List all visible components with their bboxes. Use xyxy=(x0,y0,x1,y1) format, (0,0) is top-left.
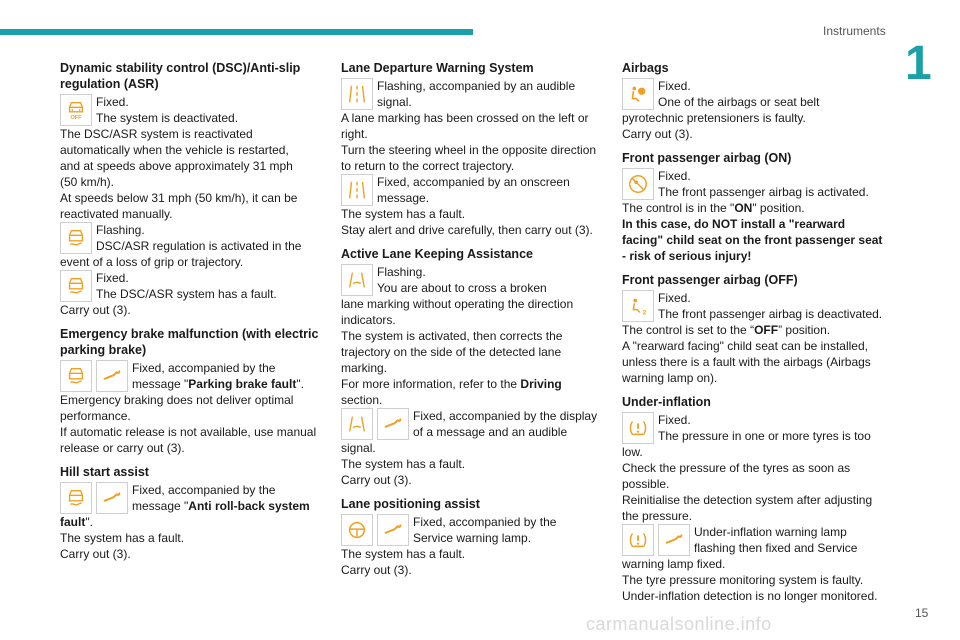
passenger-airbag-off-icon xyxy=(622,290,654,322)
dsc-fixed2-desc: The DSC/ASR system has a fault. xyxy=(96,287,277,301)
lpa-desc1: Fixed, accompanied by the xyxy=(413,515,557,529)
fpa-off-section xyxy=(622,272,887,386)
ldws-body-line: to return to the correct trajectory. xyxy=(341,159,515,173)
column-1 xyxy=(60,60,325,570)
lpa-section xyxy=(341,496,606,578)
dsc-flash-body: event of a loss of grip or trajectory. xyxy=(60,255,244,269)
fpa-off-title: Front passenger airbag (OFF) xyxy=(622,273,798,287)
alka-body-line: The system is activated, then corrects the xyxy=(341,329,563,343)
fpa-on-warning: In this case, do NOT install a "rearward xyxy=(622,217,846,231)
service-wrench-icon xyxy=(96,482,128,514)
fpa-on-section xyxy=(622,150,887,264)
alka-body-line: Carry out (3). xyxy=(341,473,412,487)
dsc-flash: Flashing. xyxy=(96,223,145,237)
fpa-off-desc1: Fixed. xyxy=(658,291,691,305)
service-wrench-icon xyxy=(96,360,128,392)
service-wrench-icon xyxy=(377,408,409,440)
ldws-desc2b: message. xyxy=(377,191,430,205)
hsa-body-line: The system has a fault. xyxy=(60,531,185,545)
service-wrench-icon xyxy=(658,524,690,556)
dsc-body-line: reactivated manually. xyxy=(60,207,173,221)
alka-section xyxy=(341,246,606,488)
underinfl-body-line: low. xyxy=(622,445,643,459)
ldws-body-line: The system has a fault. xyxy=(341,207,466,221)
ldws-section xyxy=(341,60,606,238)
underinfl-body2-line: warning lamp fixed. xyxy=(622,557,726,571)
lane-keeping-icon xyxy=(341,264,373,296)
alka-desc1: Flashing. xyxy=(377,265,426,279)
lpa-body-line: The system has a fault. xyxy=(341,547,466,561)
alka-body-line: lane marking without operating the direction xyxy=(341,297,574,311)
fpa-off-body-line: A "rearward facing" child seat can be installed, xyxy=(622,339,868,353)
dsc-body-line: The DSC/ASR system is reactivated xyxy=(60,127,253,141)
ldws-body-line: right. xyxy=(341,127,368,141)
lpa-title: Lane positioning assist xyxy=(341,497,480,511)
section-title: Instruments xyxy=(823,24,886,38)
fpa-off-body-line: unless there is a fault with the airbags (Airbags xyxy=(622,355,871,369)
tyre-pressure-icon xyxy=(622,412,654,444)
ldws-desc1: Flashing, accompanied by an audible xyxy=(377,79,576,93)
hsa-section xyxy=(60,464,325,562)
ebm-desc: Fixed, accompanied by the xyxy=(132,361,276,375)
hsa-desc-fault: fault". xyxy=(60,515,93,529)
dsc-fixed2: Fixed. xyxy=(96,271,129,285)
fpa-on-warning: facing" child seat on the front passenger seat xyxy=(622,233,883,247)
dsc-title: Dynamic stability control (DSC)/Anti-slip regulation (ASR) xyxy=(60,61,301,91)
alka-desc1b: You are about to cross a broken xyxy=(377,281,547,295)
alka-body-line: trajectory on the side of the detected lane xyxy=(341,345,562,359)
ldws-body-line: Turn the steering wheel in the opposite direction xyxy=(341,143,597,157)
ebm-desc-msg: message "Parking brake fault". xyxy=(132,377,304,391)
alka-body-line: The system has a fault. xyxy=(341,457,466,471)
chapter-number: 1 xyxy=(905,37,932,90)
lpa-desc1b: Service warning lamp. xyxy=(413,531,532,545)
alka-body-line: marking. xyxy=(341,361,388,375)
alka-body-line: indicators. xyxy=(341,313,396,327)
airbag-icon xyxy=(622,78,654,110)
svg-text:OFF: OFF xyxy=(70,115,82,121)
underinfl-body2-line: Under-inflation detection is no longer monitored. xyxy=(622,589,878,603)
airbags-body-line: pyrotechnic pretensioners is faulty. xyxy=(622,111,806,125)
hsa-title: Hill start assist xyxy=(60,465,149,479)
fpa-on-title: Front passenger airbag (ON) xyxy=(622,151,792,165)
fpa-off-desc1b: The front passenger airbag is deactivated. xyxy=(658,307,883,321)
lane-departure-icon xyxy=(341,78,373,110)
dsc-body-line: automatically when the vehicle is restarted, xyxy=(60,143,289,157)
alka-more-info: For more information, refer to the Driving xyxy=(341,377,562,391)
ebm-body-line: Emergency braking does not deliver optimal xyxy=(60,393,294,407)
hsa-body-line: Carry out (3). xyxy=(60,547,131,561)
service-wrench-icon xyxy=(377,514,409,546)
alka-more-info-end: section. xyxy=(341,393,383,407)
underinfl-desc1b: The pressure in one or more tyres is too xyxy=(658,429,871,443)
underinflation-section xyxy=(622,394,887,604)
passenger-airbag-on-icon xyxy=(622,168,654,200)
svg-text:2: 2 xyxy=(642,309,647,317)
ebm-body-line: performance. xyxy=(60,409,131,423)
lane-keeping-icon xyxy=(341,408,373,440)
dsc-flash-desc: DSC/ASR regulation is activated in the xyxy=(96,239,302,253)
ldws-desc1b: signal. xyxy=(377,95,412,109)
page-number: 15 xyxy=(915,606,929,620)
underinfl-body-line: Check the pressure of the tyres as soon as xyxy=(622,461,851,475)
underinflation-title: Under-inflation xyxy=(622,395,711,409)
underinfl-desc1: Fixed. xyxy=(658,413,691,427)
ldws-body-line: Stay alert and drive carefully, then carry out (3). xyxy=(341,223,593,237)
dsc-body-line: (50 km/h). xyxy=(60,175,115,189)
airbags-desc1b: One of the airbags or seat belt xyxy=(658,95,820,109)
header-accent-bar xyxy=(0,29,473,35)
fpa-on-desc1: Fixed. xyxy=(658,169,691,183)
steering-wheel-icon xyxy=(341,514,373,546)
alka-title: Active Lane Keeping Assistance xyxy=(341,247,533,261)
ebm-body-line: If automatic release is not available, use manual xyxy=(60,425,317,439)
airbags-section xyxy=(622,60,887,142)
ebm-body-line: release or carry out (3). xyxy=(60,441,185,455)
dsc-section xyxy=(60,60,325,318)
airbags-body-line: Carry out (3). xyxy=(622,127,693,141)
lpa-body-line: Carry out (3). xyxy=(341,563,412,577)
dsc-body-line: At speeds below 31 mph (50 km/h), it can be xyxy=(60,191,298,205)
alka-desc2b: of a message and an audible xyxy=(413,425,568,439)
tyre-pressure-icon xyxy=(622,524,654,556)
fpa-off-body: The control is set to the “OFF” position. xyxy=(622,323,831,337)
dsc-icon xyxy=(60,360,92,392)
alka-body-line: signal. xyxy=(341,441,376,455)
ldws-body-line: A lane marking has been crossed on the left or xyxy=(341,111,589,125)
dsc-icon xyxy=(60,482,92,514)
column-2 xyxy=(341,60,606,586)
airbags-desc1: Fixed. xyxy=(658,79,691,93)
lane-departure-icon xyxy=(341,174,373,206)
hsa-desc-msg: message "Anti roll-back system xyxy=(132,499,310,513)
underinfl-body-line: possible. xyxy=(622,477,670,491)
watermark: carmanualsonline.info xyxy=(586,614,772,634)
dsc-fixed1: Fixed. xyxy=(96,95,129,109)
underinfl-body-line: Reinitialise the detection system after adjusting xyxy=(622,493,873,507)
underinfl-body2-line: The tyre pressure monitoring system is faulty. xyxy=(622,573,864,587)
underinfl-desc2: Under-inflation warning lamp xyxy=(694,525,847,539)
ebm-title: Emergency brake malfunction (with electric parking brake) xyxy=(60,327,319,357)
underinfl-body-line: the pressure. xyxy=(622,509,693,523)
hsa-desc: Fixed, accompanied by the xyxy=(132,483,276,497)
fpa-on-desc1b: The front passenger airbag is activated. xyxy=(658,185,869,199)
dsc-icon xyxy=(60,270,92,302)
dsc-fixed2-body: Carry out (3). xyxy=(60,303,131,317)
ldws-desc2: Fixed, accompanied by an onscreen xyxy=(377,175,570,189)
fpa-on-warning: - risk of serious injury! xyxy=(622,249,752,263)
dsc-fixed1-desc: The system is deactivated. xyxy=(96,111,239,125)
fpa-on-body: The control is in the "ON" position. xyxy=(622,201,805,215)
airbags-title: Airbags xyxy=(622,61,669,75)
ldws-title: Lane Departure Warning System xyxy=(341,61,534,75)
ebm-section xyxy=(60,326,325,456)
dsc-icon xyxy=(60,222,92,254)
dsc-off-icon xyxy=(60,94,92,126)
dsc-body-line: and at speeds above approximately 31 mph xyxy=(60,159,293,173)
column-3 xyxy=(622,60,887,612)
alka-desc2: Fixed, accompanied by the display xyxy=(413,409,598,423)
fpa-off-body-line: warning lamp on). xyxy=(622,371,718,385)
underinfl-desc2b: flashing then fixed and Service xyxy=(694,541,858,555)
